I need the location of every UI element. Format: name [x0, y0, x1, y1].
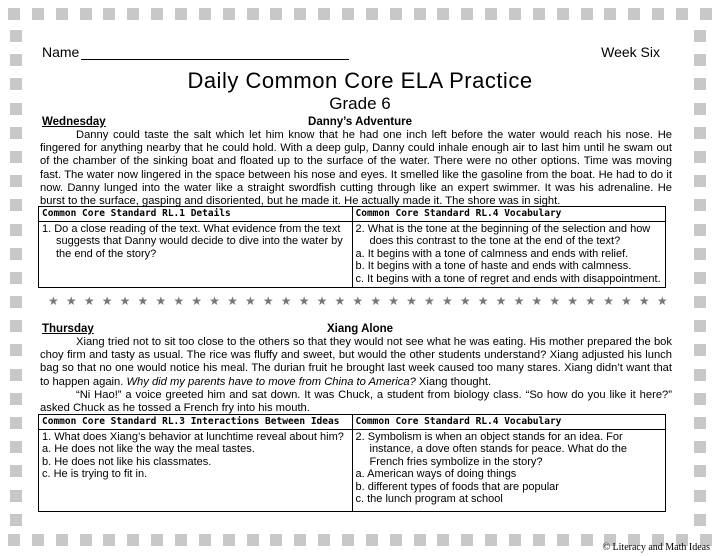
question-text: 2. What is the tone at the beginning of the selection and how does this contrast to the tone at the end of the text? [355, 222, 651, 247]
wednesday-question-2 [352, 207, 666, 287]
border-square [10, 151, 22, 163]
divider-star: ★ [513, 294, 525, 308]
passage-text: Xiang thought. [415, 375, 492, 388]
border-square [8, 534, 20, 546]
divider-star: ★ [585, 294, 596, 308]
passage-thought: Why did my parents have to move from China to America? [126, 375, 416, 388]
divider-star: ★ [621, 294, 632, 308]
copyright: © Literacy and Math Ideas [602, 542, 710, 553]
border-square [461, 8, 473, 20]
divider-star: ★ [334, 294, 346, 308]
border-square [10, 272, 22, 284]
border-square [294, 534, 306, 546]
border-square [694, 151, 706, 163]
answer-option[interactable]: a. It begins with a tone of calmness and ends with relief. [355, 247, 629, 260]
answer-option[interactable]: a. He does not like the way the meal tastes. [42, 443, 255, 455]
border-square [694, 78, 706, 90]
border-square [10, 175, 22, 187]
wednesday-header [42, 116, 678, 128]
divider-star: ★ [370, 294, 382, 308]
border-square [175, 534, 187, 546]
divider-star: ★ [137, 294, 149, 308]
border-square [151, 534, 163, 546]
border-square [80, 8, 92, 20]
divider-star: ★ [316, 294, 328, 308]
border-square [223, 534, 235, 546]
border-square [294, 8, 306, 20]
border-square [581, 534, 593, 546]
divider-star: ★ [280, 294, 292, 308]
border-square [10, 296, 22, 308]
border-square [694, 369, 706, 381]
border-square [557, 534, 569, 546]
border-square [694, 490, 706, 502]
thursday-header [42, 323, 678, 335]
border-square [628, 8, 640, 20]
answer-option[interactable]: c. It begins with a tone of regret and ends with disappointment. [355, 272, 661, 285]
standard-label: Common Core Standard RL.1 Details [39, 208, 352, 222]
divider-star: ★ [638, 294, 650, 308]
border-square [342, 8, 354, 20]
border-square [127, 534, 139, 546]
divider-star: ★ [191, 294, 203, 308]
border-square [533, 8, 545, 20]
border-right [694, 30, 710, 526]
divider-star: ★ [656, 294, 668, 308]
border-square [604, 8, 616, 20]
border-square [694, 514, 706, 526]
star-divider [48, 294, 668, 308]
thursday-paragraph-1 [40, 336, 672, 389]
wednesday-passage [40, 129, 672, 208]
border-top [0, 8, 720, 24]
thursday-day: Thursday [42, 323, 94, 335]
divider-star: ★ [262, 294, 274, 308]
divider-star: ★ [459, 294, 471, 308]
question-text: 1. What does Xiang’s behavior at lunchtime reveal about him? [42, 430, 344, 443]
standard-label: Common Core Standard RL.4 Vocabulary [353, 208, 666, 222]
border-square [342, 534, 354, 546]
border-square [694, 393, 706, 405]
name-row [42, 44, 678, 60]
grade-label: Grade 6 [329, 94, 391, 113]
border-square [557, 8, 569, 20]
border-square [10, 199, 22, 211]
divider-star: ★ [406, 294, 417, 308]
border-square [437, 534, 449, 546]
border-square [694, 417, 706, 429]
wednesday-passage-text: Danny could taste the salt which let him know that he had one inch left before the water would reach his nose. He fingered for anything nearby that he could hold. With a deep gulp, Danny could inhale enough air to last him until he swam out of the chamber of the sinking boat and floated up to the surface of the water. There were no other options. Time was moving fast. The water now lingered in the space between his nose and eyes. It smelled like the gasoline from the boat. He had to do it now. Danny lunged into the water like a straight swordfish cutting through like an expert swimmer. It was his adrenaline. He burst to the surface, gasping and disoriented, but he made it. He actually made it. The shore was in sight. [40, 129, 672, 208]
border-square [676, 8, 688, 20]
border-square [694, 441, 706, 453]
border-square [694, 103, 706, 115]
thursday-question-1 [39, 415, 352, 511]
border-square [103, 534, 115, 546]
divider-star: ★ [531, 294, 543, 308]
border-square [366, 8, 378, 20]
page-title: Daily Common Core ELA Practice [187, 68, 533, 93]
question-text: 2. Symbolism is when an object stands for an idea. For instance, a dove often stands for peace. What do the French fries symbolize in the story? [355, 430, 627, 468]
border-square [694, 272, 706, 284]
border-square [390, 534, 402, 546]
wednesday-story-title: Danny’s Adventure [308, 116, 412, 128]
border-square [366, 534, 378, 546]
border-square [10, 369, 22, 381]
border-square [437, 8, 449, 20]
border-square [32, 8, 44, 20]
border-square [694, 127, 706, 139]
border-square [56, 8, 68, 20]
divider-star: ★ [173, 294, 185, 308]
border-square [10, 320, 22, 332]
wednesday-question-1 [39, 207, 352, 287]
border-square [10, 127, 22, 139]
name-label: Name [42, 44, 80, 60]
divider-star: ★ [567, 294, 579, 308]
border-square [694, 224, 706, 236]
divider-star: ★ [388, 294, 399, 308]
border-square [461, 534, 473, 546]
divider-star: ★ [101, 294, 113, 308]
standard-label: Common Core Standard RL.3 Interactions Between Ideas [39, 416, 352, 430]
border-square [10, 490, 22, 502]
border-square [10, 393, 22, 405]
border-square [103, 8, 115, 20]
border-square [694, 54, 706, 66]
border-square [10, 248, 22, 260]
divider-star: ★ [48, 294, 59, 308]
border-square [10, 103, 22, 115]
standard-label: Common Core Standard RL.4 Vocabulary [353, 416, 666, 430]
border-square [151, 8, 163, 20]
thursday-passage [40, 336, 672, 415]
border-square [694, 30, 706, 42]
border-square [175, 8, 187, 20]
thursday-paragraph-2: “Ni Hao!” a voice greeted him and sat down. It was Chuck, a student from biology class. “So how do you like it here?” asked Chuck as he tossed a French fry into his mouth. [40, 388, 672, 415]
border-square [700, 8, 712, 20]
border-square [390, 8, 402, 20]
divider-star: ★ [495, 294, 507, 308]
border-square [247, 534, 259, 546]
border-square [10, 514, 22, 526]
divider-star: ★ [244, 294, 256, 308]
border-square [10, 417, 22, 429]
border-square [694, 320, 706, 332]
border-square [10, 30, 22, 42]
week-label: Week Six [601, 44, 660, 60]
question-text: 1. Do a close reading of the text. What evidence from the text suggests that Danny would decide to dive into the water by the end of the story? [42, 222, 343, 260]
border-square [694, 344, 706, 356]
border-square [8, 8, 20, 20]
answer-option[interactable]: b. different types of foods that are popular [355, 480, 559, 493]
border-square [414, 8, 426, 20]
thursday-questions [38, 414, 666, 512]
border-square [581, 8, 593, 20]
border-square [509, 8, 521, 20]
border-square [10, 54, 22, 66]
border-square [199, 534, 211, 546]
wednesday-questions [38, 206, 666, 288]
border-square [509, 534, 521, 546]
border-square [80, 534, 92, 546]
divider-star: ★ [603, 294, 614, 308]
divider-star: ★ [155, 294, 167, 308]
border-square [270, 534, 282, 546]
answer-option[interactable]: b. He does not like his classmates. [42, 455, 212, 468]
answer-option[interactable]: a. American ways of doing things [355, 468, 517, 480]
border-square [694, 175, 706, 187]
divider-star: ★ [65, 294, 77, 308]
answer-option[interactable]: c. the lunch program at school [355, 493, 503, 505]
border-left [10, 30, 26, 526]
border-square [694, 248, 706, 260]
border-square [10, 344, 22, 356]
border-square [56, 534, 68, 546]
border-square [318, 8, 330, 20]
border-square [318, 534, 330, 546]
border-square [32, 534, 44, 546]
divider-star: ★ [209, 294, 220, 308]
border-square [414, 534, 426, 546]
border-square [533, 534, 545, 546]
answer-option[interactable]: c. He is trying to fit in. [42, 468, 148, 480]
divider-star: ★ [83, 294, 95, 308]
thursday-question-2 [352, 415, 666, 511]
border-square [694, 465, 706, 477]
divider-star: ★ [424, 294, 435, 308]
divider-star: ★ [298, 294, 310, 308]
border-square [10, 224, 22, 236]
divider-star: ★ [549, 294, 561, 308]
border-square [247, 8, 259, 20]
thursday-story-title: Xiang Alone [326, 323, 394, 335]
divider-star: ★ [441, 294, 453, 308]
border-square [10, 78, 22, 90]
border-square [485, 534, 497, 546]
worksheet [38, 38, 682, 532]
name-line[interactable] [81, 45, 349, 60]
border-square [270, 8, 282, 20]
border-square [223, 8, 235, 20]
divider-star: ★ [119, 294, 131, 308]
border-square [694, 296, 706, 308]
border-square [10, 441, 22, 453]
border-square [10, 465, 22, 477]
border-square [127, 8, 139, 20]
divider-star: ★ [352, 294, 364, 308]
passage-text: Xiang tried not to sit too close to the others so that they would not see what he was eating. His mother prepared the bok choy firm and tasty as usual. The rice was fluffy and sweet, but would the other students understand? Xiang adjusted his lunch bag so that no one would notice his meal. The durian fruit he brought last week caused too many stares. Xiang didn’t want that to happen again. [40, 336, 672, 388]
divider-star: ★ [227, 294, 238, 308]
border-square [694, 199, 706, 211]
border-square [485, 8, 497, 20]
border-square [199, 8, 211, 20]
wednesday-day: Wednesday [42, 116, 106, 128]
border-square [652, 8, 664, 20]
divider-star: ★ [477, 294, 489, 308]
answer-option[interactable]: b. It begins with a tone of haste and ends with calmness. [355, 260, 632, 272]
